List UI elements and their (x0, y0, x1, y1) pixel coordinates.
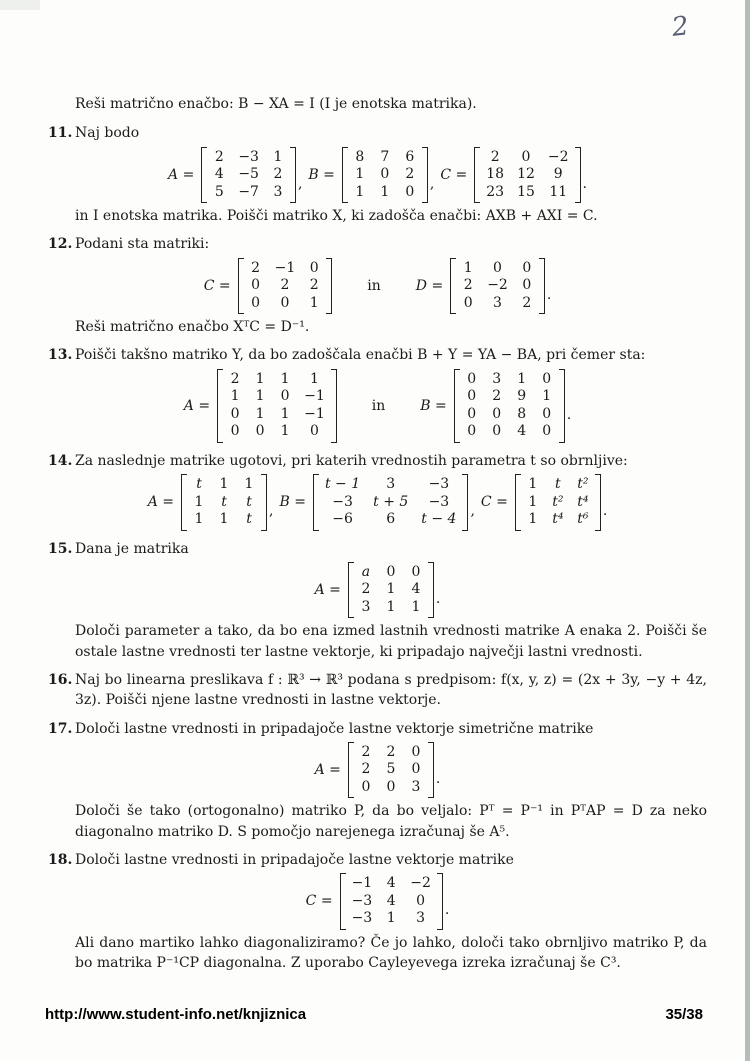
matrix-cell: 0 (493, 259, 502, 276)
matrix-cell: 3 (493, 294, 502, 311)
matrix-cell: t⁴ (577, 493, 589, 510)
matrix-cell: t − 1 (324, 476, 361, 493)
problem-head (48, 234, 707, 254)
matrix-cell: 0 (405, 183, 415, 200)
matrix-separator: in (367, 277, 381, 294)
matrix-cell: 0 (467, 370, 477, 387)
matrix-grid (208, 147, 289, 204)
scan-edge-top-left (0, 0, 40, 10)
problem-number: 17. (48, 720, 73, 737)
matrix-cell: −7 (238, 183, 259, 200)
matrix-cell: 2 (280, 277, 290, 294)
matrix-cell: 0 (380, 166, 390, 183)
problem-head (48, 670, 707, 711)
matrix-A (168, 147, 302, 204)
matrix-cell: 2 (214, 148, 224, 165)
matrix-cell: t (221, 493, 227, 510)
matrix-grid (347, 873, 436, 930)
matrix-cell: −3 (351, 910, 373, 927)
matrix-grid (349, 147, 421, 204)
matrix-grid (481, 147, 573, 204)
matrix-cell: 2 (273, 166, 283, 183)
matrix-brackets (313, 474, 469, 531)
problem-text-line: in I enotska matrika. Poišči matriko X, ki zadošča enačbi: AXB + AXI = C. (75, 208, 598, 225)
matrix-cell: 1 (280, 405, 290, 422)
matrix-cell: t⁶ (577, 511, 589, 528)
matrix-grid (522, 474, 594, 531)
matrix-cell: −1 (351, 875, 373, 892)
matrix-cell: −3 (428, 476, 450, 493)
matrix-cell: 0 (230, 423, 240, 440)
matrix-cell: 3 (416, 910, 425, 927)
matrix-separator: in (371, 397, 386, 414)
matrix-cell: 2 (522, 294, 532, 311)
matrix-cell: 4 (411, 581, 421, 598)
matrix-cell: −3 (428, 493, 450, 510)
right-bracket-icon (539, 258, 545, 315)
matrix-trailing-punctuation: . (602, 503, 608, 520)
problem-head (48, 719, 707, 739)
matrix-C (204, 258, 333, 315)
matrix-cell: 0 (309, 423, 319, 440)
matrix-cell: 0 (280, 388, 290, 405)
matrix-row (48, 873, 707, 930)
matrix-cell: −1 (304, 388, 325, 405)
matrix-cell: 2 (490, 148, 500, 165)
matrix-cell: 0 (255, 423, 265, 440)
matrix-cell: 1 (355, 166, 365, 183)
matrix-cell: 3 (273, 183, 283, 200)
right-bracket-icon (559, 369, 565, 443)
right-bracket-icon (422, 147, 428, 204)
problem-11 (48, 123, 707, 226)
matrix-cell: 3 (411, 778, 421, 795)
matrix-cell: 4 (214, 166, 224, 183)
matrix-cell: −5 (238, 166, 259, 183)
left-bracket-icon (238, 258, 244, 315)
problem-intro-text: Določi lastne vrednosti in pripadajoče lastne vektorje matrike (75, 851, 514, 868)
matrix-cell: 1 (411, 598, 421, 615)
matrix-grid (188, 474, 260, 531)
matrix-grid (457, 258, 538, 315)
problem-15 (48, 539, 707, 662)
matrix-label: D = (415, 277, 444, 294)
matrix-cell: 4 (517, 423, 527, 440)
matrix-cell: −6 (332, 511, 353, 528)
matrix-cell: 2 (361, 761, 371, 778)
matrix-cell: 1 (255, 370, 265, 387)
matrix-cell: 3 (492, 370, 502, 387)
matrix-cell: 0 (386, 778, 396, 795)
matrix-cell: 1 (517, 370, 527, 387)
matrix-label: A = (314, 761, 341, 778)
left-bracket-icon (515, 474, 521, 531)
lead-equation-line: Reši matrično enačbo: B − XA = I (I je enotska matrika). (75, 96, 477, 112)
problem-12 (48, 234, 707, 337)
matrix-label: A = (314, 581, 341, 598)
matrix-D (416, 258, 552, 315)
matrix-cell: 0 (492, 405, 502, 422)
matrix-trailing-punctuation: . (582, 175, 587, 192)
problem-intro-text: Podani sta matriki: (75, 236, 210, 253)
left-bracket-icon (181, 474, 187, 531)
matrix-cell: 3 (361, 598, 371, 615)
matrix-cell: 0 (309, 259, 319, 276)
matrix-cell: 2 (405, 166, 415, 183)
matrix-cell: 11 (549, 183, 568, 200)
problem-head (48, 451, 707, 471)
problem-number: 11. (48, 125, 73, 142)
matrix-brackets (474, 147, 580, 204)
matrix-cell: 15 (517, 183, 535, 200)
matrix-cell: 3 (386, 476, 396, 493)
problem-number: 16. (48, 671, 73, 688)
footer-url: http://www.student-info.net/knjiznica (45, 1006, 307, 1023)
matrix-cell: t² (552, 493, 564, 510)
problem-list (48, 123, 707, 973)
matrix-trailing-punctuation: . (546, 286, 552, 303)
matrix-cell: 0 (361, 778, 371, 795)
matrix-cell: 0 (280, 294, 290, 311)
matrix-cell: 1 (528, 476, 538, 493)
matrix-grid (355, 742, 427, 799)
matrix-cell: 0 (411, 743, 421, 760)
matrix-cell: 12 (517, 166, 535, 183)
matrix-cell: 1 (194, 511, 204, 528)
left-bracket-icon (348, 562, 354, 619)
matrix-cell: 0 (463, 294, 473, 311)
matrix-cell: 2 (463, 277, 473, 294)
right-bracket-icon (331, 369, 337, 443)
matrix-cell: 1 (280, 423, 290, 440)
matrix-brackets (348, 742, 434, 799)
handwritten-page-number: 2 (670, 11, 691, 43)
matrix-cell: 1 (528, 511, 538, 528)
matrix-row (48, 258, 707, 315)
matrix-cell: 0 (492, 423, 502, 440)
matrix-A (315, 742, 441, 799)
matrix-cell: 1 (309, 370, 319, 387)
right-bracket-icon (428, 742, 434, 799)
matrix-cell: 1 (244, 476, 254, 493)
problem-intro-text: Dana je matrika (75, 540, 189, 557)
problem-intro-text: Poišči takšno matriko Y, da bo zadoščala enačbi B + Y = YA − BA, pri čemer sta: (75, 347, 646, 364)
left-bracket-icon (342, 147, 348, 204)
matrix-cell: 1 (255, 405, 265, 422)
matrix-cell: 0 (521, 148, 531, 165)
matrix-cell: 1 (230, 388, 240, 405)
matrix-cell: 1 (386, 910, 396, 927)
matrix-A (315, 562, 441, 619)
matrix-A (148, 474, 274, 531)
matrix-brackets (340, 873, 443, 930)
matrix-cell: 0 (522, 259, 532, 276)
matrix-cell: 4 (386, 875, 396, 892)
matrix-label: B = (308, 166, 335, 183)
matrix-cell: 2 (386, 743, 396, 760)
matrix-cell: 0 (251, 277, 261, 294)
matrix-cell: −1 (304, 405, 325, 422)
problem-14 (48, 451, 707, 531)
matrix-trailing-punctuation: . (566, 406, 572, 423)
matrix-cell: 2 (230, 370, 240, 387)
matrix-B (308, 147, 434, 204)
problem-number: 13. (48, 347, 73, 364)
matrix-cell: −3 (351, 892, 373, 909)
matrix-cell: 0 (411, 563, 421, 580)
matrix-cell: 2 (309, 277, 319, 294)
matrix-B (420, 369, 571, 443)
matrix-cell: 1 (463, 259, 473, 276)
matrix-cell: 1 (194, 493, 204, 510)
matrix-cell: 0 (467, 405, 477, 422)
matrix-brackets (201, 147, 296, 204)
problem-intro-text: Naj bo linearna preslikava f : ℝ³ → ℝ³ podana s predpisom: f(x, y, z) = (2x + 3y, −y + 4z, 3z). Poišči njene lastne vrednosti in lastne vektorje. (75, 671, 707, 709)
matrix-C (306, 873, 450, 930)
exercise-sheet-content (48, 94, 707, 981)
problem-18 (48, 850, 707, 973)
matrix-label: A = (183, 397, 211, 414)
matrix-cell: 18 (486, 166, 505, 183)
matrix-label: C = (305, 893, 333, 910)
matrix-cell: 2 (251, 259, 261, 276)
problem-head (48, 850, 707, 870)
matrix-cell: 0 (416, 892, 425, 909)
matrix-row (48, 147, 707, 204)
matrix-label: B = (279, 494, 306, 511)
matrix-trailing-punctuation: , (269, 503, 274, 520)
matrix-cell: 1 (386, 581, 396, 598)
matrix-cell: 1 (386, 598, 396, 615)
matrix-label: C = (440, 166, 468, 183)
matrix-cell: t + 5 (373, 493, 409, 510)
left-bracket-icon (348, 742, 354, 799)
right-bracket-icon (437, 873, 443, 930)
matrix-cell: 7 (380, 148, 390, 165)
footer-page-indicator: 35/38 (665, 1006, 703, 1023)
matrix-row (48, 742, 707, 799)
problem-intro-text: Naj bodo (75, 125, 140, 142)
matrix-cell: −1 (274, 259, 296, 276)
matrix-trailing-punctuation: . (435, 770, 441, 787)
matrix-cell: t (196, 476, 202, 493)
matrix-cell: 9 (553, 166, 563, 183)
matrix-cell: t (246, 511, 252, 528)
matrix-label: C = (203, 277, 231, 294)
matrix-brackets (348, 562, 434, 619)
matrix-trailing-punctuation: . (444, 902, 450, 919)
matrix-cell: t − 4 (421, 511, 457, 528)
matrix-cell: 5 (386, 761, 396, 778)
matrix-cell: −3 (238, 148, 259, 165)
problem-head (48, 539, 707, 559)
left-bracket-icon (450, 258, 456, 315)
matrix-cell: 1 (219, 476, 229, 493)
matrix-trailing-punctuation: , (297, 175, 303, 192)
matrix-cell: 0 (467, 388, 477, 405)
matrix-cell: 1 (219, 511, 229, 528)
matrix-row (48, 562, 707, 619)
matrix-B (279, 474, 474, 531)
matrix-grid (245, 258, 326, 315)
matrix-grid (320, 474, 462, 531)
matrix-trailing-punctuation: , (429, 175, 435, 192)
problem-text-line: Ali dano martiko lahko diagonaliziramo? Če jo lahko, določi tako obrnljivo matriko P, da bo matrika P⁻¹CP diagonalna. Z uporabo Cayleyevega izreka izračunaj še C³. (75, 934, 707, 972)
matrix-label: C = (480, 494, 508, 511)
matrix-cell: 1 (542, 388, 552, 405)
matrix-cell: 1 (355, 183, 365, 200)
matrix-brackets (454, 369, 565, 443)
matrix-cell: −2 (410, 875, 431, 892)
matrix-cell: −2 (487, 277, 508, 294)
problem-number: 12. (48, 236, 73, 253)
left-bracket-icon (454, 369, 460, 443)
problem-number: 14. (48, 452, 73, 469)
matrix-grid (355, 562, 427, 619)
matrix-cell: 0 (230, 405, 240, 422)
matrix-cell: 0 (522, 277, 532, 294)
right-bracket-icon (326, 258, 332, 315)
matrix-C (440, 147, 587, 204)
matrix-cell: 8 (355, 148, 365, 165)
matrix-cell: 23 (486, 183, 505, 200)
problem-head (48, 345, 707, 365)
matrix-cell: 1 (280, 370, 290, 387)
matrix-row (48, 369, 707, 443)
matrix-cell: 1 (380, 183, 390, 200)
matrix-brackets (515, 474, 601, 531)
matrix-cell: −2 (547, 148, 569, 165)
matrix-cell: 0 (467, 423, 477, 440)
problem-text-line: Reši matrično enačbo XᵀC = D⁻¹. (75, 319, 310, 336)
problem-text-line: Določi parameter a tako, da bo ena izmed lastnih vrednosti matrike A enaka 2. Poišči še ostale lastne vrednosti ter lastne vektorje, ki pripadajo največji lastni vrednosti. (75, 623, 707, 660)
matrix-trailing-punctuation: . (435, 590, 441, 607)
right-bracket-icon (290, 147, 296, 204)
matrix-cell: t⁴ (552, 511, 564, 528)
matrix-trailing-punctuation: , (470, 503, 475, 520)
page-footer (45, 1006, 703, 1023)
matrix-cell: 0 (411, 761, 421, 778)
matrix-cell: 1 (273, 148, 283, 165)
matrix-A (184, 369, 337, 443)
matrix-cell: 8 (517, 405, 527, 422)
problem-text-line: Določi še tako (ortogonalno) matriko P, da bo veljalo: Pᵀ = P⁻¹ in PᵀAP = D za neko diagonalno matriko D. S pomočjo narejenega izračunaj še A⁵. (75, 803, 707, 840)
problem-intro-text: Določi lastne vrednosti in pripadajoče lastne vektorje simetrične matrike (75, 720, 594, 737)
problem-head (48, 123, 707, 143)
matrix-grid (224, 369, 330, 443)
matrix-cell: 1 (309, 294, 319, 311)
problem-number: 18. (48, 851, 73, 868)
matrix-cell: 0 (251, 294, 261, 311)
problem-number: 15. (48, 540, 73, 557)
matrix-cell: 2 (361, 743, 371, 760)
right-bracket-icon (462, 474, 468, 531)
matrix-brackets (181, 474, 267, 531)
left-bracket-icon (201, 147, 207, 204)
right-bracket-icon (575, 147, 581, 204)
matrix-cell: 1 (255, 388, 265, 405)
left-bracket-icon (474, 147, 480, 204)
matrix-cell: 4 (386, 892, 396, 909)
scan-edge-right (745, 0, 750, 1061)
matrix-row (48, 474, 707, 531)
matrix-cell: 9 (517, 388, 527, 405)
matrix-cell: −3 (332, 493, 353, 510)
matrix-cell: t² (577, 476, 589, 493)
matrix-cell: 0 (542, 370, 552, 387)
matrix-cell: 2 (492, 388, 502, 405)
matrix-cell: 6 (386, 511, 396, 528)
right-bracket-icon (428, 562, 434, 619)
matrix-cell: 0 (542, 423, 552, 440)
matrix-brackets (342, 147, 428, 204)
matrix-cell: a (361, 563, 371, 580)
matrix-grid (461, 369, 558, 443)
matrix-brackets (238, 258, 333, 315)
matrix-label: A = (168, 166, 195, 183)
matrix-cell: 6 (405, 148, 415, 165)
matrix-cell: 0 (542, 405, 552, 422)
matrix-label: A = (147, 494, 175, 511)
problem-17 (48, 719, 707, 842)
right-bracket-icon (261, 474, 267, 531)
matrix-label: B = (420, 397, 447, 414)
matrix-cell: 0 (386, 563, 396, 580)
matrix-C (481, 474, 607, 531)
right-bracket-icon (595, 474, 601, 531)
left-bracket-icon (340, 873, 346, 930)
matrix-cell: 5 (214, 183, 224, 200)
matrix-cell: 1 (528, 493, 538, 510)
matrix-brackets (217, 369, 337, 443)
matrix-brackets (450, 258, 545, 315)
matrix-cell: t (555, 476, 561, 493)
matrix-cell: t (246, 493, 252, 510)
problem-13 (48, 345, 707, 442)
matrix-cell: 2 (361, 581, 371, 598)
problem-intro-text: Za naslednje matrike ugotovi, pri katerih vrednostih parametra t so obrnljive: (75, 452, 628, 469)
left-bracket-icon (313, 474, 319, 531)
problem-16 (48, 670, 707, 711)
left-bracket-icon (217, 369, 223, 443)
